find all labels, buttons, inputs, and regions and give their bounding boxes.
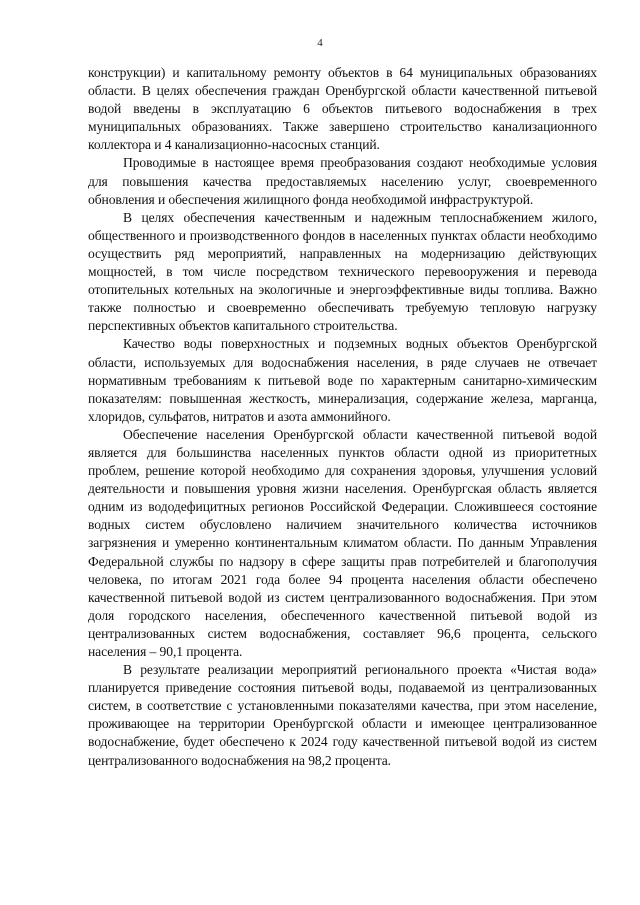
document-body [88,64,597,770]
paragraph-water-quality: Качество воды поверхностных и подземных водных объектов Оренбургской области, используемых для водоснабжения населения, в ряде случаев не отвечает нормативным требованиям к питьевой воде по характерным санитарно-химическим показателям: повышенная жесткость, минерализация, содержание железа, марганца, хлоридов, сульфатов, нитратов и азота аммонийного. [88,336,597,424]
paragraph-heat-supply: В целях обеспечения качественным и надежным теплоснабжением жилого, общественного и производственного фондов в населенных пунктах области необходимо осуществить ряд мероприятий, направленных на модернизацию действующих мощностей, в том числе посредством технического перевооружения и перевода отопительных котельных на экологичные и энергоэффективные виды топлива. Важно также полностью и своевременно обеспечивать требуемую тепловую нагрузку перспективных объектов капитального строительства. [88,209,597,334]
paragraph-continuation: конструкции) и капитальному ремонту объектов в 64 муниципальных образованиях области. В целях обеспечения граждан Оренбургской области качественной питьевой водой введены в эксплуатацию 6 объектов питьевого водоснабжения в трех муниципальных образованиях. Также завершено строительство канализационного коллектора и 4 канализационно-насосных станций. [88,65,597,153]
page-number: 4 [317,37,323,49]
paragraph-drinking-water-supply: Обеспечение населения Оренбургской области качественной питьевой водой является для большинства населенных пунктов области одной из приоритетных проблем, решение которой необходимо для сохранения здоровья, улучшения условий деятельности и повышения уровня жизни населения. Оренбургская область является одним из вододефицитных регионов Российской Федерации. Сложившееся состояние водных систем обусловлено наличием значительного количества источников загрязнения и умеренно континентальным климатом области. По данным Управления Федеральной службы по надзору в сфере защиты прав потребителей и благополучия человека, по итогам 2021 года более 94 процента населения области обеспечено качественной питьевой водой из систем централизованного водоснабжения. При этом доля городского населения, обеспеченного качественной питьевой водой из централизованных систем водоснабжения, составляет 96,6 процента, сельского населения – 90,1 процента. [88,426,597,659]
paragraph-transformations: Проводимые в настоящее время преобразования создают необходимые условия для повышения качества предоставляемых населению услуг, своевременного обновления и обеспечения жилищного фонда необходимой инфраструктурой. [88,155,597,207]
paragraph-clean-water-project: В результате реализации мероприятий регионального проекта «Чистая вода» планируется приведение состояния питьевой воды, подаваемой из централизованных систем, в соответствие с установленными показателями качества, при этом население, проживающее на территории Оренбургской области и имеющее централизованное водоснабжение, будет обеспечено к 2024 году качественной питьевой водой из систем централизованного водоснабжения на 98,2 процента. [88,662,597,768]
